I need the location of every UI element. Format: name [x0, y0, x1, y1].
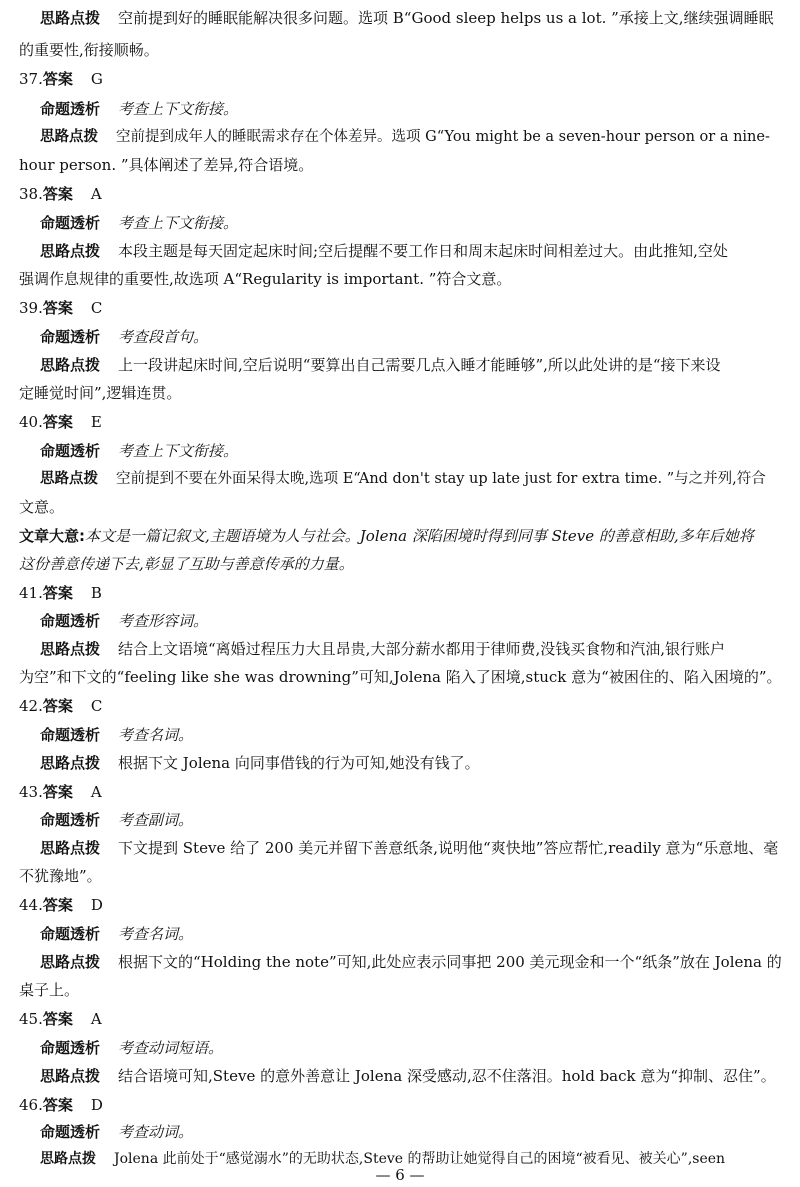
analysis-text: 考查段首句。 — [118, 328, 209, 346]
question-header — [19, 582, 102, 604]
tips-line — [40, 1065, 776, 1087]
analysis-label: 命题透析 — [40, 726, 101, 744]
tips-line — [40, 638, 725, 660]
tips-continuation: hour person. ”具体阐述了差异,符合语境。 — [19, 156, 314, 174]
summary-line — [19, 525, 754, 547]
tips-label: 思路点拨 — [40, 471, 98, 487]
analysis-label: 命题透析 — [40, 925, 101, 943]
tips-line — [40, 951, 782, 973]
question-header — [19, 781, 102, 803]
answer-value: C — [90, 299, 103, 317]
tips-line — [40, 7, 774, 29]
question-header — [19, 68, 103, 90]
analysis-line — [40, 212, 238, 234]
answer-value: E — [90, 413, 102, 431]
tips-label: 思路点拨 — [40, 1067, 101, 1085]
answer-value: D — [90, 1096, 103, 1114]
tips-continuation: 文意。 — [19, 498, 65, 516]
analysis-line — [40, 326, 208, 348]
answer-label: 答案 — [42, 1010, 73, 1028]
analysis-text: 考查动词。 — [118, 1123, 194, 1141]
summary-continuation: 这份善意传递下去,彰显了互助与善意传承的力量。 — [19, 555, 354, 573]
answer-value: B — [90, 584, 102, 602]
tips-continuation: 定睡觉时间”,逻辑连贯。 — [19, 384, 182, 402]
analysis-line — [40, 923, 193, 945]
question-number: 37. — [19, 70, 43, 88]
analysis-line — [40, 610, 208, 632]
analysis-line — [40, 440, 238, 462]
tips-text: 结合语境可知,Steve 的意外善意让 Jolena 深受感动,忍不住落泪。hold back 意为“抑制、忍住”。 — [118, 1067, 776, 1085]
page-number: — 6 — — [375, 1166, 425, 1184]
analysis-label: 命题透析 — [40, 1039, 101, 1057]
tips-line — [40, 126, 770, 148]
analysis-text: 考查形容词。 — [118, 612, 209, 630]
question-number: 46. — [19, 1096, 43, 1114]
analysis-label: 命题透析 — [40, 100, 101, 118]
tips-line — [40, 837, 778, 859]
question-number: 42. — [19, 697, 43, 715]
tips-line — [40, 468, 766, 490]
answer-label: 答案 — [42, 697, 73, 715]
answer-value: A — [90, 1010, 102, 1028]
question-number: 44. — [19, 896, 43, 914]
tips-label: 思路点拨 — [40, 129, 98, 145]
question-number: 41. — [19, 584, 43, 602]
tips-text: 本段主题是每天固定起床时间;空后提醒不要工作日和周末起床时间相差过大。由此推知,空处 — [118, 242, 728, 260]
summary-text: 本文是一篇记叙文,主题语境为人与社会。Jolena 深陷困境时得到同事 Steve 的善意相助,多年后她将 — [85, 527, 754, 545]
question-number: 40. — [19, 413, 43, 431]
analysis-label: 命题透析 — [40, 612, 101, 630]
tips-line — [40, 240, 728, 262]
answer-value: C — [90, 697, 103, 715]
analysis-line — [40, 98, 238, 120]
analysis-text: 考查名词。 — [118, 726, 194, 744]
answer-label: 答案 — [42, 783, 73, 801]
tips-label: 思路点拨 — [40, 640, 101, 658]
tips-text: 根据下文 Jolena 向同事借钱的行为可知,她没有钱了。 — [118, 754, 480, 772]
tips-label: 思路点拨 — [40, 9, 101, 27]
tips-label: 思路点拨 — [40, 242, 101, 260]
question-number: 43. — [19, 783, 43, 801]
analysis-text: 考查名词。 — [118, 925, 194, 943]
tips-continuation: 不犹豫地”。 — [19, 867, 102, 885]
analysis-text: 考查上下文衔接。 — [118, 214, 239, 232]
analysis-text: 考查动词短语。 — [118, 1039, 224, 1057]
answer-label: 答案 — [42, 1096, 73, 1114]
tips-label: 思路点拨 — [40, 953, 101, 971]
analysis-line — [40, 809, 193, 831]
analysis-label: 命题透析 — [40, 442, 101, 460]
answer-label: 答案 — [42, 299, 73, 317]
answer-label: 答案 — [42, 584, 73, 602]
answer-value: G — [90, 70, 103, 88]
tips-text: 结合上文语境“离婚过程压力大且昂贵,大部分薪水都用于律师费,没钱买食物和汽油,银行账户 — [118, 640, 725, 658]
analysis-label: 命题透析 — [40, 328, 101, 346]
tips-label: 思路点拨 — [40, 839, 101, 857]
tips-line — [40, 752, 480, 774]
question-header — [19, 183, 102, 205]
tips-label: 思路点拨 — [40, 1151, 96, 1167]
question-header — [19, 1094, 103, 1116]
analysis-line — [40, 1121, 193, 1143]
analysis-text: 考查上下文衔接。 — [118, 442, 239, 460]
question-header — [19, 894, 103, 916]
analysis-line — [40, 724, 193, 746]
analysis-label: 命题透析 — [40, 1123, 101, 1141]
question-number: 39. — [19, 299, 43, 317]
answer-label: 答案 — [42, 896, 73, 914]
tips-continuation: 强调作息规律的重要性,故选项 A“Regularity is important. ”符合文意。 — [19, 270, 512, 288]
answer-value: A — [90, 783, 102, 801]
tips-text: 空前提到好的睡眠能解决很多问题。选项 B“Good sleep helps us a lot. ”承接上文,继续强调睡眠 — [118, 9, 774, 27]
tips-text: 根据下文的“Holding the note”可知,此处应表示同事把 200 美元现金和一个“纸条”放在 Jolena 的 — [118, 953, 782, 971]
question-header — [19, 411, 102, 433]
tips-text: Jolena 此前处于“感觉溺水”的无助状态,Steve 的帮助让她觉得自己的困境“被看见、被关心”,seen — [114, 1151, 726, 1167]
answer-value: D — [90, 896, 103, 914]
analysis-label: 命题透析 — [40, 811, 101, 829]
tips-text: 空前提到不要在外面呆得太晚,选项 E“And don't stay up late just for extra time. ”与之并列,符合 — [116, 471, 766, 487]
question-number: 45. — [19, 1010, 43, 1028]
question-header — [19, 695, 102, 717]
analysis-line — [40, 1037, 223, 1059]
tips-text: 上一段讲起床时间,空后说明“要算出自己需要几点入睡才能睡够”,所以此处讲的是“接下来设 — [118, 356, 721, 374]
analysis-text: 考查上下文衔接。 — [118, 100, 239, 118]
tips-label: 思路点拨 — [40, 356, 101, 374]
analysis-text: 考查副词。 — [118, 811, 194, 829]
answer-label: 答案 — [42, 185, 73, 203]
analysis-label: 命题透析 — [40, 214, 101, 232]
tips-label: 思路点拨 — [40, 754, 101, 772]
tips-line — [40, 354, 721, 376]
tips-continuation: 桌子上。 — [19, 981, 80, 999]
answer-label: 答案 — [42, 70, 73, 88]
answer-label: 答案 — [42, 413, 73, 431]
question-header — [19, 297, 102, 319]
tips-text: 下文提到 Steve 给了 200 美元并留下善意纸条,说明他“爽快地”答应帮忙,readily 意为“乐意地、毫 — [118, 839, 779, 857]
answer-value: A — [90, 185, 102, 203]
tips-text: 空前提到成年人的睡眠需求存在个体差异。选项 G“You might be a seven-hour person or a nine- — [116, 129, 770, 145]
tips-continuation: 的重要性,衔接顺畅。 — [19, 41, 159, 59]
question-header — [19, 1008, 102, 1030]
summary-label: 文章大意: — [19, 527, 85, 545]
question-number: 38. — [19, 185, 43, 203]
tips-continuation: 为空”和下文的“feeling like she was drowning”可知,Jolena 陷入了困境,stuck 意为“被困住的、陷入困境的”。 — [19, 668, 782, 686]
